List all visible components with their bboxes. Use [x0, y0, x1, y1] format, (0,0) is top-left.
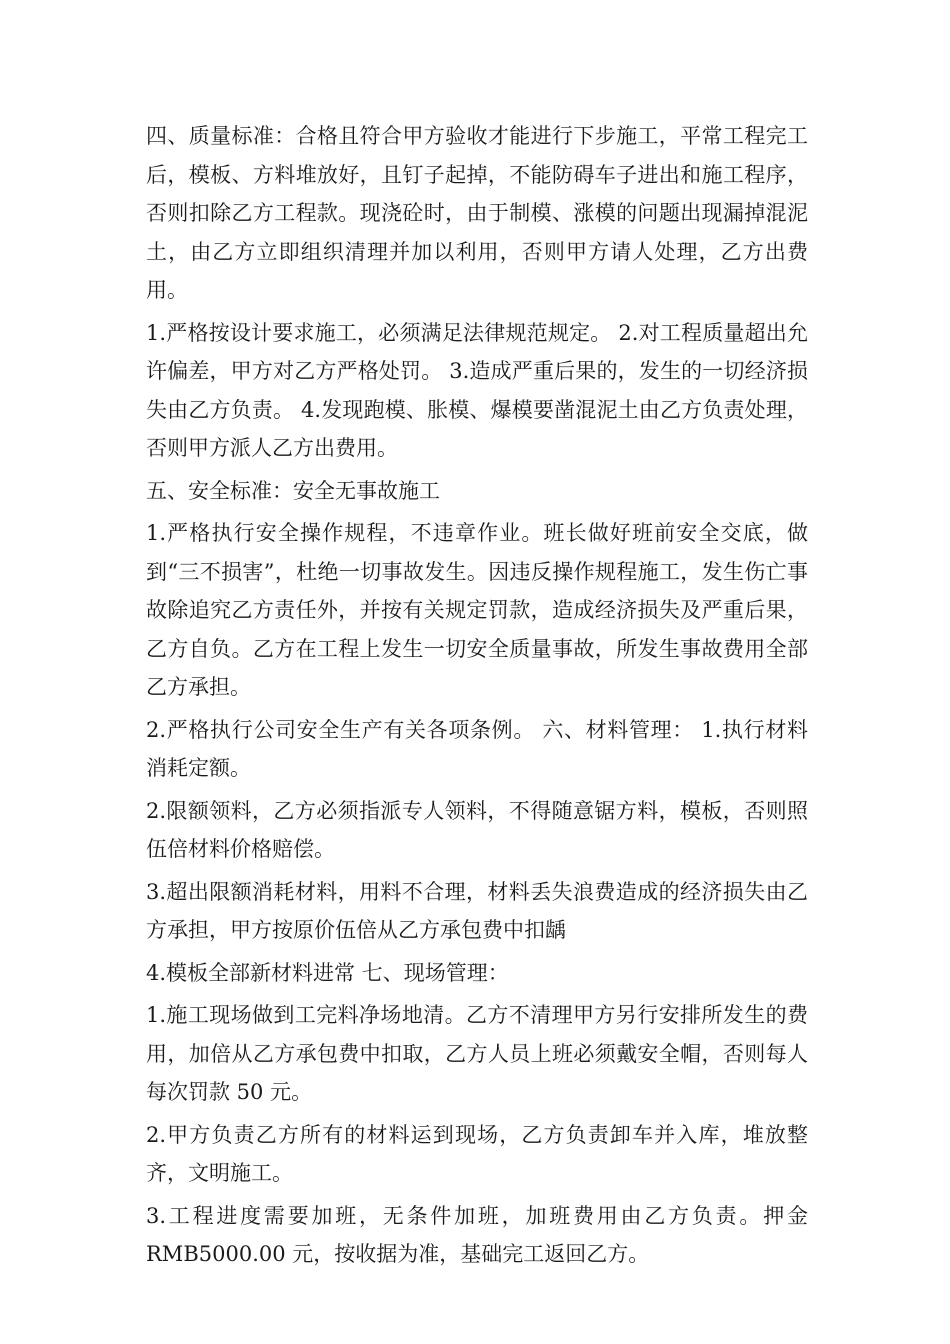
- paragraph-site-rule-2: 2.甲方负责乙方所有的材料运到现场，乙方负责卸车并入库，堆放整齐，文明施工。: [146, 1122, 808, 1185]
- paragraph-quality-rules: 1.严格按设计要求施工，必须满足法律规范规定。 2.对工程质量超出允许偏差，甲方对乙方严格处罚。 3.造成严重后果的，发生的一切经济损失由乙方负责。 4.发现跑模、胀模、爆模要凿混泥土由乙方负责处理，否则甲方派人乙方出费用。: [146, 320, 808, 460]
- paragraph-safety-standard: 五、安全标准：安全无事故施工: [146, 478, 440, 503]
- paragraph-safety-rule-1: 1.严格执行安全操作规程，不违章作业。班长做好班前安全交底，做到“三不损害”，杜绝一切事故发生。因违反操作规程施工，发生伤亡事故除追究乙方责任外，并按有关规定罚款，造成经济损失及严重后果，乙方自负。乙方在工程上发生一切安全质量事故，所发生事故费用全部乙方承担。: [146, 521, 808, 699]
- paragraph-material-rule-4-site: 4.模板全部新材料进常 七、现场管理：: [146, 960, 509, 985]
- paragraph-site-rule-3: 3.工程进度需要加班，无条件加班，加班费用由乙方负责。押金 RMB5000.00 元，按收据为准，基础完工返回乙方。: [146, 1203, 808, 1266]
- paragraph-material-rule-2: 2.限额领料，乙方必须指派专人领料，不得随意锯方料，模板，否则照伍倍材料价格赔偿。: [146, 798, 808, 861]
- paragraph-material-rule-3: 3.超出限额消耗材料，用料不合理，材料丢失浪费造成的经济损失由乙方承担，甲方按原价伍倍从乙方承包费中扣龋: [146, 879, 808, 942]
- document-body: [146, 117, 808, 1278]
- paragraph-safety-rule-2-material: 2.严格执行公司安全生产有关各项条例。 六、材料管理： 1.执行材料消耗定额。: [146, 717, 808, 780]
- paragraph-site-rule-1: 1.施工现场做到工完料净场地清。乙方不清理甲方另行安排所发生的费用，加倍从乙方承包费中扣取，乙方人员上班必须戴安全帽，否则每人每次罚款 50 元。: [146, 1003, 808, 1104]
- paragraph-quality-standard: 四、质量标准：合格且符合甲方验收才能进行下步施工，平常工程完工后，模板、方料堆放好，且钉子起掉，不能防碍车子进出和施工程序，否则扣除乙方工程款。现浇砼时，由于制模、涨模的问题出现漏掉混泥土，由乙方立即组织清理并加以利用，否则甲方请人处理，乙方出费用。: [146, 124, 808, 302]
